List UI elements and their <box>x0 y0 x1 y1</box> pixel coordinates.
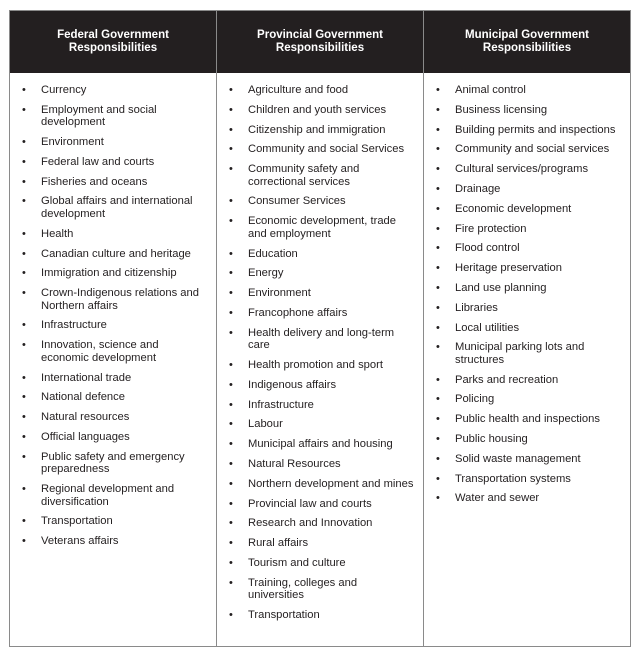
list-item <box>229 307 415 320</box>
list-item-label: Solid waste management <box>455 452 581 465</box>
list-item <box>22 431 208 444</box>
bullet-icon: • <box>22 195 26 208</box>
list-item <box>229 399 415 412</box>
list-item <box>436 223 622 236</box>
list-item <box>436 341 622 366</box>
bullet-icon: • <box>436 433 440 446</box>
list-item-label: Local utilities <box>455 321 520 334</box>
bullet-icon: • <box>22 430 26 443</box>
list-item-label: Municipal parking lots and structures <box>455 341 585 366</box>
list-item <box>436 84 622 97</box>
list-item-label: Libraries <box>455 301 498 314</box>
municipal-list <box>424 73 630 512</box>
bullet-icon: • <box>229 418 233 431</box>
list-item <box>22 176 208 189</box>
list-item-label: Economic development <box>455 202 572 215</box>
list-item <box>22 136 208 149</box>
column-header-municipal <box>424 11 630 73</box>
list-item <box>229 327 415 352</box>
bullet-icon: • <box>22 155 26 168</box>
list-item-label: Regional development and diversification <box>41 483 175 508</box>
list-item <box>436 104 622 117</box>
list-item <box>229 418 415 431</box>
list-item-label: Health delivery and long-term care <box>248 326 395 352</box>
list-item <box>229 577 415 602</box>
bullet-icon: • <box>22 483 26 496</box>
list-item-label: Labour <box>248 418 283 431</box>
list-item <box>229 609 415 622</box>
list-item <box>22 195 208 220</box>
list-item <box>229 537 415 550</box>
list-item <box>22 483 208 508</box>
list-item-label: Parks and recreation <box>455 373 559 386</box>
list-item-label: Natural resources <box>41 411 130 424</box>
column-title: Municipal Government Responsibilities <box>465 29 589 54</box>
bullet-icon: • <box>229 306 233 319</box>
bullet-icon: • <box>229 497 233 510</box>
list-item-label: Transportation <box>248 609 320 622</box>
list-item-label: Training, colleges and universities <box>248 576 358 602</box>
list-item-label: Community safety and correctional services <box>248 163 360 188</box>
list-item-label: Heritage preservation <box>455 262 562 275</box>
list-item <box>229 359 415 372</box>
column-title: Federal Government Responsibilities <box>57 29 169 54</box>
list-item-label: Transportation <box>41 515 113 528</box>
list-item-label: Economic development, trade and employment <box>248 215 397 240</box>
bullet-icon: • <box>229 163 233 176</box>
list-item-label: Canadian culture and heritage <box>41 247 191 260</box>
list-item-label: Cultural services/programs <box>455 163 589 176</box>
bullet-icon: • <box>229 326 233 339</box>
list-item <box>436 433 622 446</box>
bullet-icon: • <box>22 247 26 260</box>
list-item-label: Municipal affairs and housing <box>248 438 393 451</box>
bullet-icon: • <box>229 195 233 208</box>
list-item-label: Northern development and mines <box>248 477 414 490</box>
bullet-icon: • <box>22 175 26 188</box>
list-item-label: Veterans affairs <box>41 535 119 548</box>
list-item-label: Business licensing <box>455 103 548 116</box>
list-item <box>436 124 622 137</box>
bullet-icon: • <box>22 136 26 149</box>
bullet-icon: • <box>436 103 440 116</box>
bullet-icon: • <box>436 202 440 215</box>
list-item-label: Crown-Indigenous relations and Northern affairs <box>41 287 199 312</box>
column-header-federal <box>10 11 216 73</box>
list-item <box>229 84 415 97</box>
list-item <box>229 379 415 392</box>
municipal-column <box>424 11 630 646</box>
list-item <box>436 163 622 176</box>
list-item <box>229 498 415 511</box>
bullet-icon: • <box>436 281 440 294</box>
list-item-label: Natural Resources <box>248 458 341 471</box>
list-item-label: Research and Innovation <box>248 517 373 530</box>
list-item <box>229 458 415 471</box>
bullet-icon: • <box>22 84 26 96</box>
list-item <box>436 302 622 315</box>
list-item <box>436 374 622 387</box>
responsibilities-table <box>9 10 631 647</box>
list-item-label: Provincial law and courts <box>248 497 372 510</box>
list-item <box>22 267 208 280</box>
list-item <box>22 84 208 97</box>
bullet-icon: • <box>229 517 233 530</box>
bullet-icon: • <box>22 371 26 384</box>
list-item <box>22 451 208 476</box>
bullet-icon: • <box>229 103 233 116</box>
list-item-label: Transportation systems <box>455 472 571 485</box>
list-item-label: Innovation, science and economic development <box>41 339 159 364</box>
list-item <box>229 195 415 208</box>
list-item-label: Community and social Services <box>248 143 405 156</box>
bullet-icon: • <box>22 267 26 280</box>
list-item-label: Children and youth services <box>248 103 387 116</box>
list-item <box>22 319 208 332</box>
list-item-label: Fire protection <box>455 222 527 235</box>
list-item <box>229 104 415 117</box>
list-item <box>436 453 622 466</box>
list-item <box>22 391 208 404</box>
list-item <box>22 287 208 312</box>
list-item-label: Policing <box>455 393 495 406</box>
bullet-icon: • <box>229 143 233 156</box>
list-item <box>22 535 208 548</box>
list-item <box>22 339 208 364</box>
bullet-icon: • <box>229 537 233 550</box>
list-item <box>436 282 622 295</box>
list-item <box>229 287 415 300</box>
list-item <box>22 156 208 169</box>
list-item-label: Public housing <box>455 433 528 446</box>
column-header-provincial <box>217 11 423 73</box>
bullet-icon: • <box>22 287 26 300</box>
list-item <box>229 517 415 530</box>
list-item-label: Global affairs and international development <box>41 195 193 220</box>
list-item-label: Tourism and culture <box>248 557 346 570</box>
list-item <box>229 124 415 137</box>
list-item <box>436 322 622 335</box>
list-item-label: Animal control <box>455 84 526 96</box>
list-item-label: Agriculture and food <box>248 84 349 96</box>
list-item-label: Building permits and inspections <box>455 123 616 136</box>
provincial-list <box>217 73 423 629</box>
list-item <box>436 393 622 406</box>
list-item <box>436 262 622 275</box>
bullet-icon: • <box>229 123 233 136</box>
bullet-icon: • <box>436 373 440 386</box>
list-item <box>229 163 415 188</box>
bullet-icon: • <box>436 123 440 136</box>
list-item <box>436 143 622 156</box>
list-item <box>22 228 208 241</box>
bullet-icon: • <box>22 339 26 352</box>
list-item <box>229 267 415 280</box>
list-item <box>436 473 622 486</box>
bullet-icon: • <box>436 321 440 334</box>
bullet-icon: • <box>229 215 233 228</box>
list-item-label: Flood control <box>455 242 520 255</box>
list-item <box>229 248 415 261</box>
bullet-icon: • <box>436 341 440 354</box>
bullet-icon: • <box>22 450 26 463</box>
list-item <box>22 372 208 385</box>
bullet-icon: • <box>436 413 440 426</box>
list-item-label: Citizenship and immigration <box>248 123 386 136</box>
list-item <box>22 515 208 528</box>
bullet-icon: • <box>229 287 233 300</box>
list-item-label: Education <box>248 247 298 260</box>
list-item-label: Indigenous affairs <box>248 378 337 391</box>
list-item <box>436 492 622 505</box>
list-item <box>436 242 622 255</box>
list-item <box>229 438 415 451</box>
bullet-icon: • <box>229 458 233 471</box>
list-item <box>229 143 415 156</box>
list-item-label: Francophone affairs <box>248 306 348 319</box>
list-item <box>22 411 208 424</box>
bullet-icon: • <box>229 576 233 589</box>
bullet-icon: • <box>229 398 233 411</box>
list-item-label: Currency <box>41 84 87 96</box>
bullet-icon: • <box>22 411 26 424</box>
column-title: Provincial Government Responsibilities <box>257 29 383 54</box>
bullet-icon: • <box>22 103 26 116</box>
list-item <box>22 104 208 129</box>
list-item-label: Employment and social development <box>41 103 157 129</box>
bullet-icon: • <box>229 557 233 570</box>
list-item-label: Public safety and emergency preparedness <box>41 450 185 476</box>
bullet-icon: • <box>229 359 233 372</box>
bullet-icon: • <box>436 222 440 235</box>
bullet-icon: • <box>436 163 440 176</box>
list-item-label: Energy <box>248 267 284 280</box>
list-item-label: Official languages <box>41 430 130 443</box>
list-item <box>436 413 622 426</box>
list-item-label: Health promotion and sport <box>248 359 383 372</box>
bullet-icon: • <box>22 391 26 404</box>
bullet-icon: • <box>436 242 440 255</box>
list-item-label: Drainage <box>455 182 501 195</box>
bullet-icon: • <box>436 472 440 485</box>
list-item-label: Water and sewer <box>455 492 540 505</box>
bullet-icon: • <box>229 609 233 622</box>
list-item-label: Land use planning <box>455 281 547 294</box>
list-item <box>436 203 622 216</box>
list-item <box>22 248 208 261</box>
bullet-icon: • <box>22 227 26 240</box>
list-item-label: Infrastructure <box>248 398 314 411</box>
list-item-label: Federal law and courts <box>41 155 155 168</box>
provincial-column <box>217 11 424 646</box>
list-item-label: International trade <box>41 371 132 384</box>
bullet-icon: • <box>229 378 233 391</box>
list-item-label: Community and social services <box>455 143 610 156</box>
bullet-icon: • <box>436 452 440 465</box>
bullet-icon: • <box>229 247 233 260</box>
bullet-icon: • <box>22 535 26 548</box>
list-item-label: Fisheries and oceans <box>41 175 148 188</box>
list-item-label: Rural affairs <box>248 537 309 550</box>
federal-list <box>10 73 216 555</box>
bullet-icon: • <box>229 438 233 451</box>
bullet-icon: • <box>436 301 440 314</box>
bullet-icon: • <box>229 84 233 96</box>
bullet-icon: • <box>436 262 440 275</box>
bullet-icon: • <box>22 515 26 528</box>
bullet-icon: • <box>436 143 440 156</box>
list-item-label: National defence <box>41 391 125 404</box>
list-item-label: Infrastructure <box>41 319 107 332</box>
bullet-icon: • <box>22 319 26 332</box>
list-item-label: Environment <box>41 136 104 149</box>
list-item-label: Public health and inspections <box>455 413 600 426</box>
bullet-icon: • <box>436 393 440 406</box>
bullet-icon: • <box>436 492 440 505</box>
list-item <box>436 183 622 196</box>
bullet-icon: • <box>436 84 440 96</box>
bullet-icon: • <box>229 477 233 490</box>
list-item <box>229 478 415 491</box>
list-item-label: Consumer Services <box>248 195 346 208</box>
bullet-icon: • <box>229 267 233 280</box>
list-item-label: Immigration and citizenship <box>41 267 177 280</box>
list-item-label: Environment <box>248 287 311 300</box>
federal-column <box>10 11 217 646</box>
list-item <box>229 215 415 240</box>
bullet-icon: • <box>436 182 440 195</box>
list-item-label: Health <box>41 227 74 240</box>
list-item <box>229 557 415 570</box>
